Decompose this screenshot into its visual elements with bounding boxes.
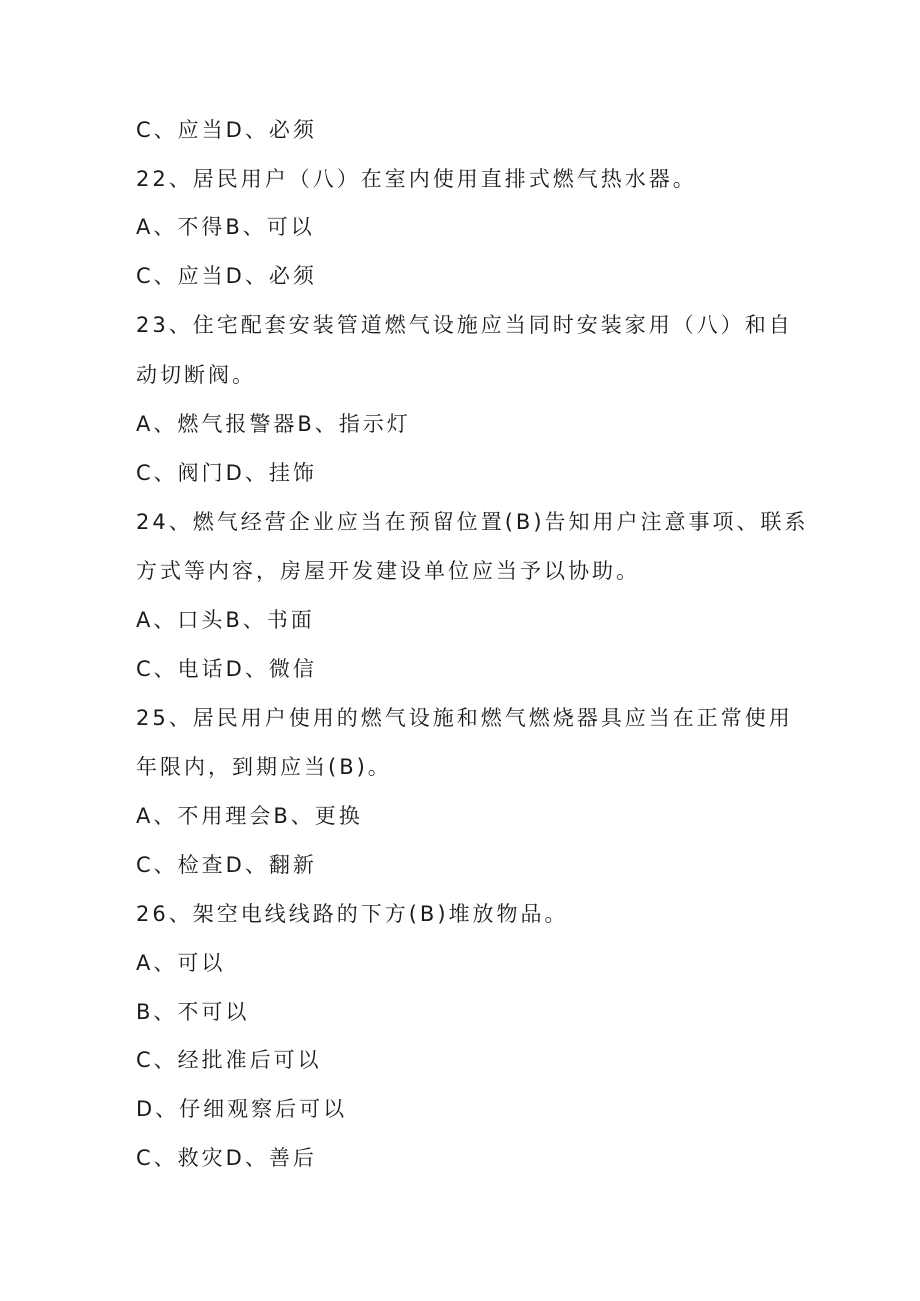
option-line-24-cd: C、电话D、微信 bbox=[136, 657, 317, 681]
option-26-c: C、经批准后可以 bbox=[136, 1048, 322, 1072]
option-26-d: D、仔细观察后可以 bbox=[136, 1097, 348, 1121]
question-26: 26、架空电线线路的下方(B)堆放物品。 bbox=[136, 902, 569, 926]
option-26-b: B、不可以 bbox=[136, 1000, 250, 1024]
question-22: 22、居民用户（八）在室内使用直排式燃气热水器。 bbox=[136, 167, 697, 191]
option-26-a: A、可以 bbox=[136, 951, 226, 975]
question-25-line-1: 25、居民用户使用的燃气设施和燃气燃烧器具应当在正常使用 bbox=[136, 706, 793, 730]
option-line-trailing-cd: C、救灾D、善后 bbox=[136, 1146, 317, 1170]
question-23-line-1: 23、住宅配套安装管道燃气设施应当同时安装家用（八）和自 bbox=[136, 313, 793, 337]
option-line-22-cd: C、应当D、必须 bbox=[136, 264, 317, 288]
option-line-25-cd: C、检查D、翻新 bbox=[136, 853, 317, 877]
option-line-24-ab: A、口头B、书面 bbox=[136, 608, 315, 632]
question-23-line-2: 动切断阀。 bbox=[136, 363, 256, 387]
question-24-line-1: 24、燃气经营企业应当在预留位置(B)告知用户注意事项、联系 bbox=[136, 510, 809, 534]
option-line-23-cd: C、阀门D、挂饰 bbox=[136, 461, 317, 485]
option-line-25-ab: A、不用理会B、更换 bbox=[136, 804, 363, 828]
question-24-line-2: 方式等内容，房屋开发建设单位应当予以协助。 bbox=[136, 559, 640, 583]
option-line-23-ab: A、燃气报警器B、指示灯 bbox=[136, 412, 411, 436]
option-line-22-ab: A、不得B、可以 bbox=[136, 215, 315, 239]
option-line-21-cd: C、应当D、必须 bbox=[136, 118, 317, 142]
question-25-line-2: 年限内，到期应当(B)。 bbox=[136, 755, 392, 779]
